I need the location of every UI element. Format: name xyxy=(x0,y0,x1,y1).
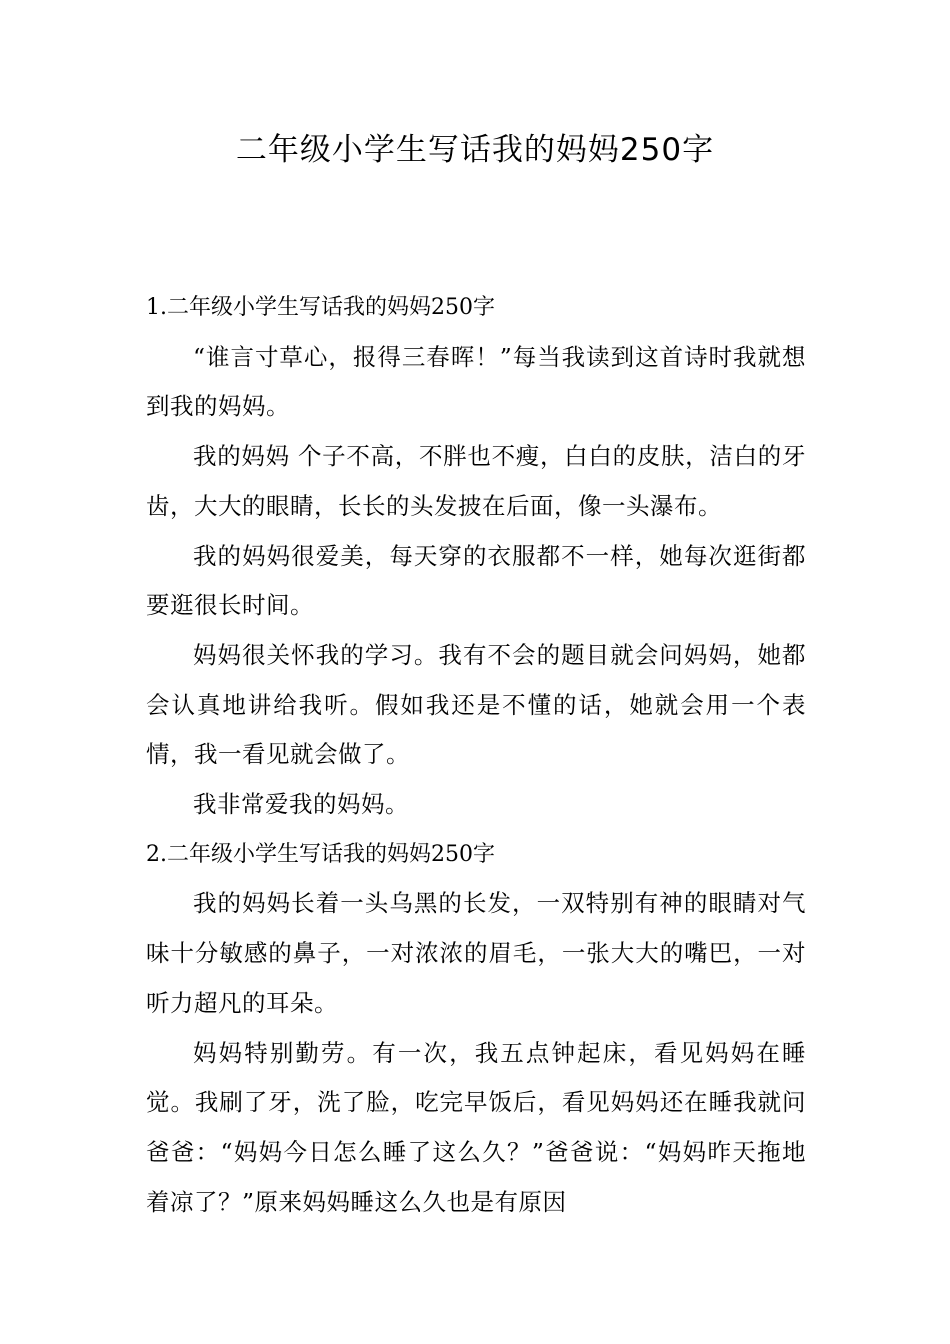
paragraph: 妈妈很关怀我的学习。我有不会的题目就会问妈妈，她都会认真地讲给我听。假如我还是不懂的话，她就会用一个表情，我一看见就会做了。 xyxy=(146,640,806,769)
paragraph: 我的妈妈长着一头乌黑的长发，一双特别有神的眼睛对气味十分敏感的鼻子，一对浓浓的眉毛，一张大大的嘴巴，一对听力超凡的耳朵。 xyxy=(146,889,806,1017)
paragraph: 我非常爱我的妈妈。 xyxy=(193,790,409,819)
document-body xyxy=(146,283,806,1227)
section-heading-2: 2.二年级小学生写话我的妈妈250字 xyxy=(146,841,495,867)
paragraph: 我的妈妈 个子不高，不胖也不瘦，白白的皮肤，洁白的牙齿，大大的眼睛，长长的头发披在后面，像一头瀑布。 xyxy=(146,442,806,520)
paragraph: “谁言寸草心，报得三春晖！”每当我读到这首诗时我就想到我的妈妈。 xyxy=(146,342,806,421)
section-heading-1: 1.二年级小学生写话我的妈妈250字 xyxy=(146,295,495,320)
paragraph: 妈妈特别勤劳。有一次，我五点钟起床，看见妈妈在睡觉。我刷了牙，洗了脸，吃完早饭后，看见妈妈还在睡我就问爸爸：“妈妈今日怎么睡了这么久？”爸爸说：“妈妈昨天拖地着凉了？”原来妈妈睡这么久也是有原因 xyxy=(146,1038,806,1216)
paragraph: 我的妈妈很爱美，每天穿的衣服都不一样，她每次逛街都要逛很长时间。 xyxy=(146,541,806,620)
document-title: 二年级小学生写话我的妈妈250字 xyxy=(235,132,715,168)
